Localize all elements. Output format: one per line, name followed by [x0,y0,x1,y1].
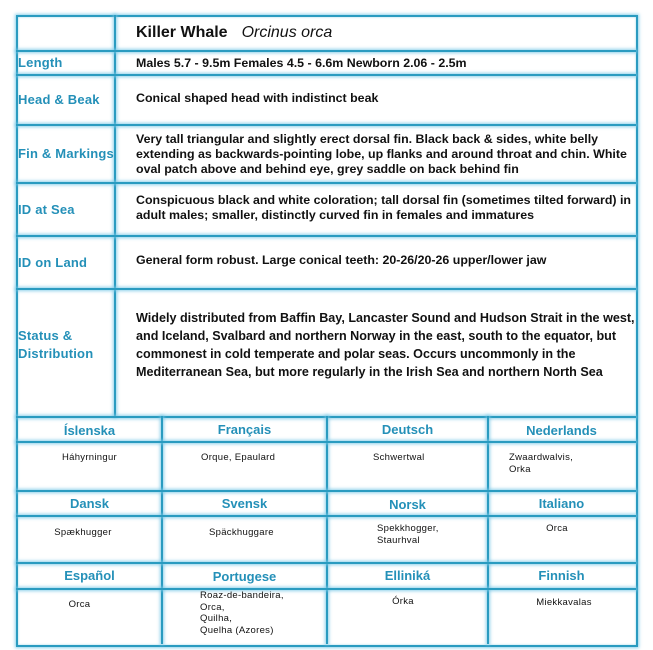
language-heading: Finnish [538,568,585,583]
row-label-length: Length [18,55,63,70]
row-value-status-distribution: Widely distributed from Baffin Bay, Lancaster Sound and Hudson Strait in the west, and Iceland, Svalbard and northern Norway in the east, south to the equator, but commonest in cold temperate and polar seas. Occurs uncommonly in the Mediterranean Sea, but more regularly in the Irish Sea and northern North Sea [136,311,635,379]
row-label-id-at-sea: ID at Sea [18,201,75,217]
row-value-head-beak: Conical shaped head with indistinct beak [136,90,379,105]
common-name: Killer Whale [136,24,228,41]
language-heading: Svensk [221,496,268,511]
common-name-swedish: Späckhuggare [209,527,274,538]
common-name-german: Schwertwal [373,452,425,463]
common-name-portuguese: Roaz-de-bandeira, Orca, Quilha, Quelha (Azores) [200,590,284,636]
lang-row-rule [16,562,636,564]
language-heading: Español [64,568,115,583]
row-label-head-beak: Head & Beak [18,92,100,107]
common-name-dutch: Zwaardwalvis, Orka [509,452,574,475]
common-name-greek: Órka [392,596,414,607]
language-heading: Dansk [69,496,110,511]
row-label-id-on-land: ID on Land [18,254,88,270]
row-value-fin-markings: Very tall triangular and slightly erect dorsal fin. Black back & sides, white belly extending as backwards-pointing lobe, up flanks and around throat and chin. White oval patch above and behind eye, grey saddle on back behind fin [136,131,627,176]
language-heading: Norsk [389,497,426,512]
language-heading: Deutsch [381,422,434,437]
language-heading: Italiano [538,496,585,511]
common-name-norwegian: Spekkhogger, Staurhval [377,523,439,546]
row-value-id-at-sea: Conspicuous black and white coloration; tall dorsal fin (sometimes tilted forward) in adult males; smaller, distinctly curved fin in females and immatures [136,193,631,222]
scientific-name: Orcinus orca [241,24,333,41]
lang-row-rule [16,490,636,492]
language-heading: Français [217,422,272,437]
common-name-danish: Spækhugger [54,527,112,538]
row-value-length: Males 5.7 - 9.5m Females 4.5 - 6.6m Newborn 2.06 - 2.5m [136,55,467,70]
language-heading: Nederlands [526,423,597,438]
lang-col-divider [326,416,328,644]
common-name-icelandic: Háhyrningur [61,452,118,463]
row-label-fin-markings: Fin & Markings [18,146,114,161]
row-value-id-on-land: General form robust. Large conical teeth: 20-26/20-26 upper/lower jaw [136,252,547,267]
species-title [136,24,332,42]
lang-header-rule [16,588,636,590]
language-heading: Íslenska [63,423,116,438]
common-name-french: Orque, Epaulard [201,452,276,463]
lang-header-rule [16,441,636,443]
row-label-status-distribution: Status & Distribution [18,328,94,361]
lang-col-divider [161,416,163,644]
common-name-finnish: Miekkavalas [536,597,592,608]
lang-header-rule [16,515,636,517]
language-heading: Elliniká [384,568,431,583]
common-name-spanish: Orca [68,599,91,610]
common-name-italian: Orca [546,523,568,534]
language-heading: Portugese [212,569,277,584]
